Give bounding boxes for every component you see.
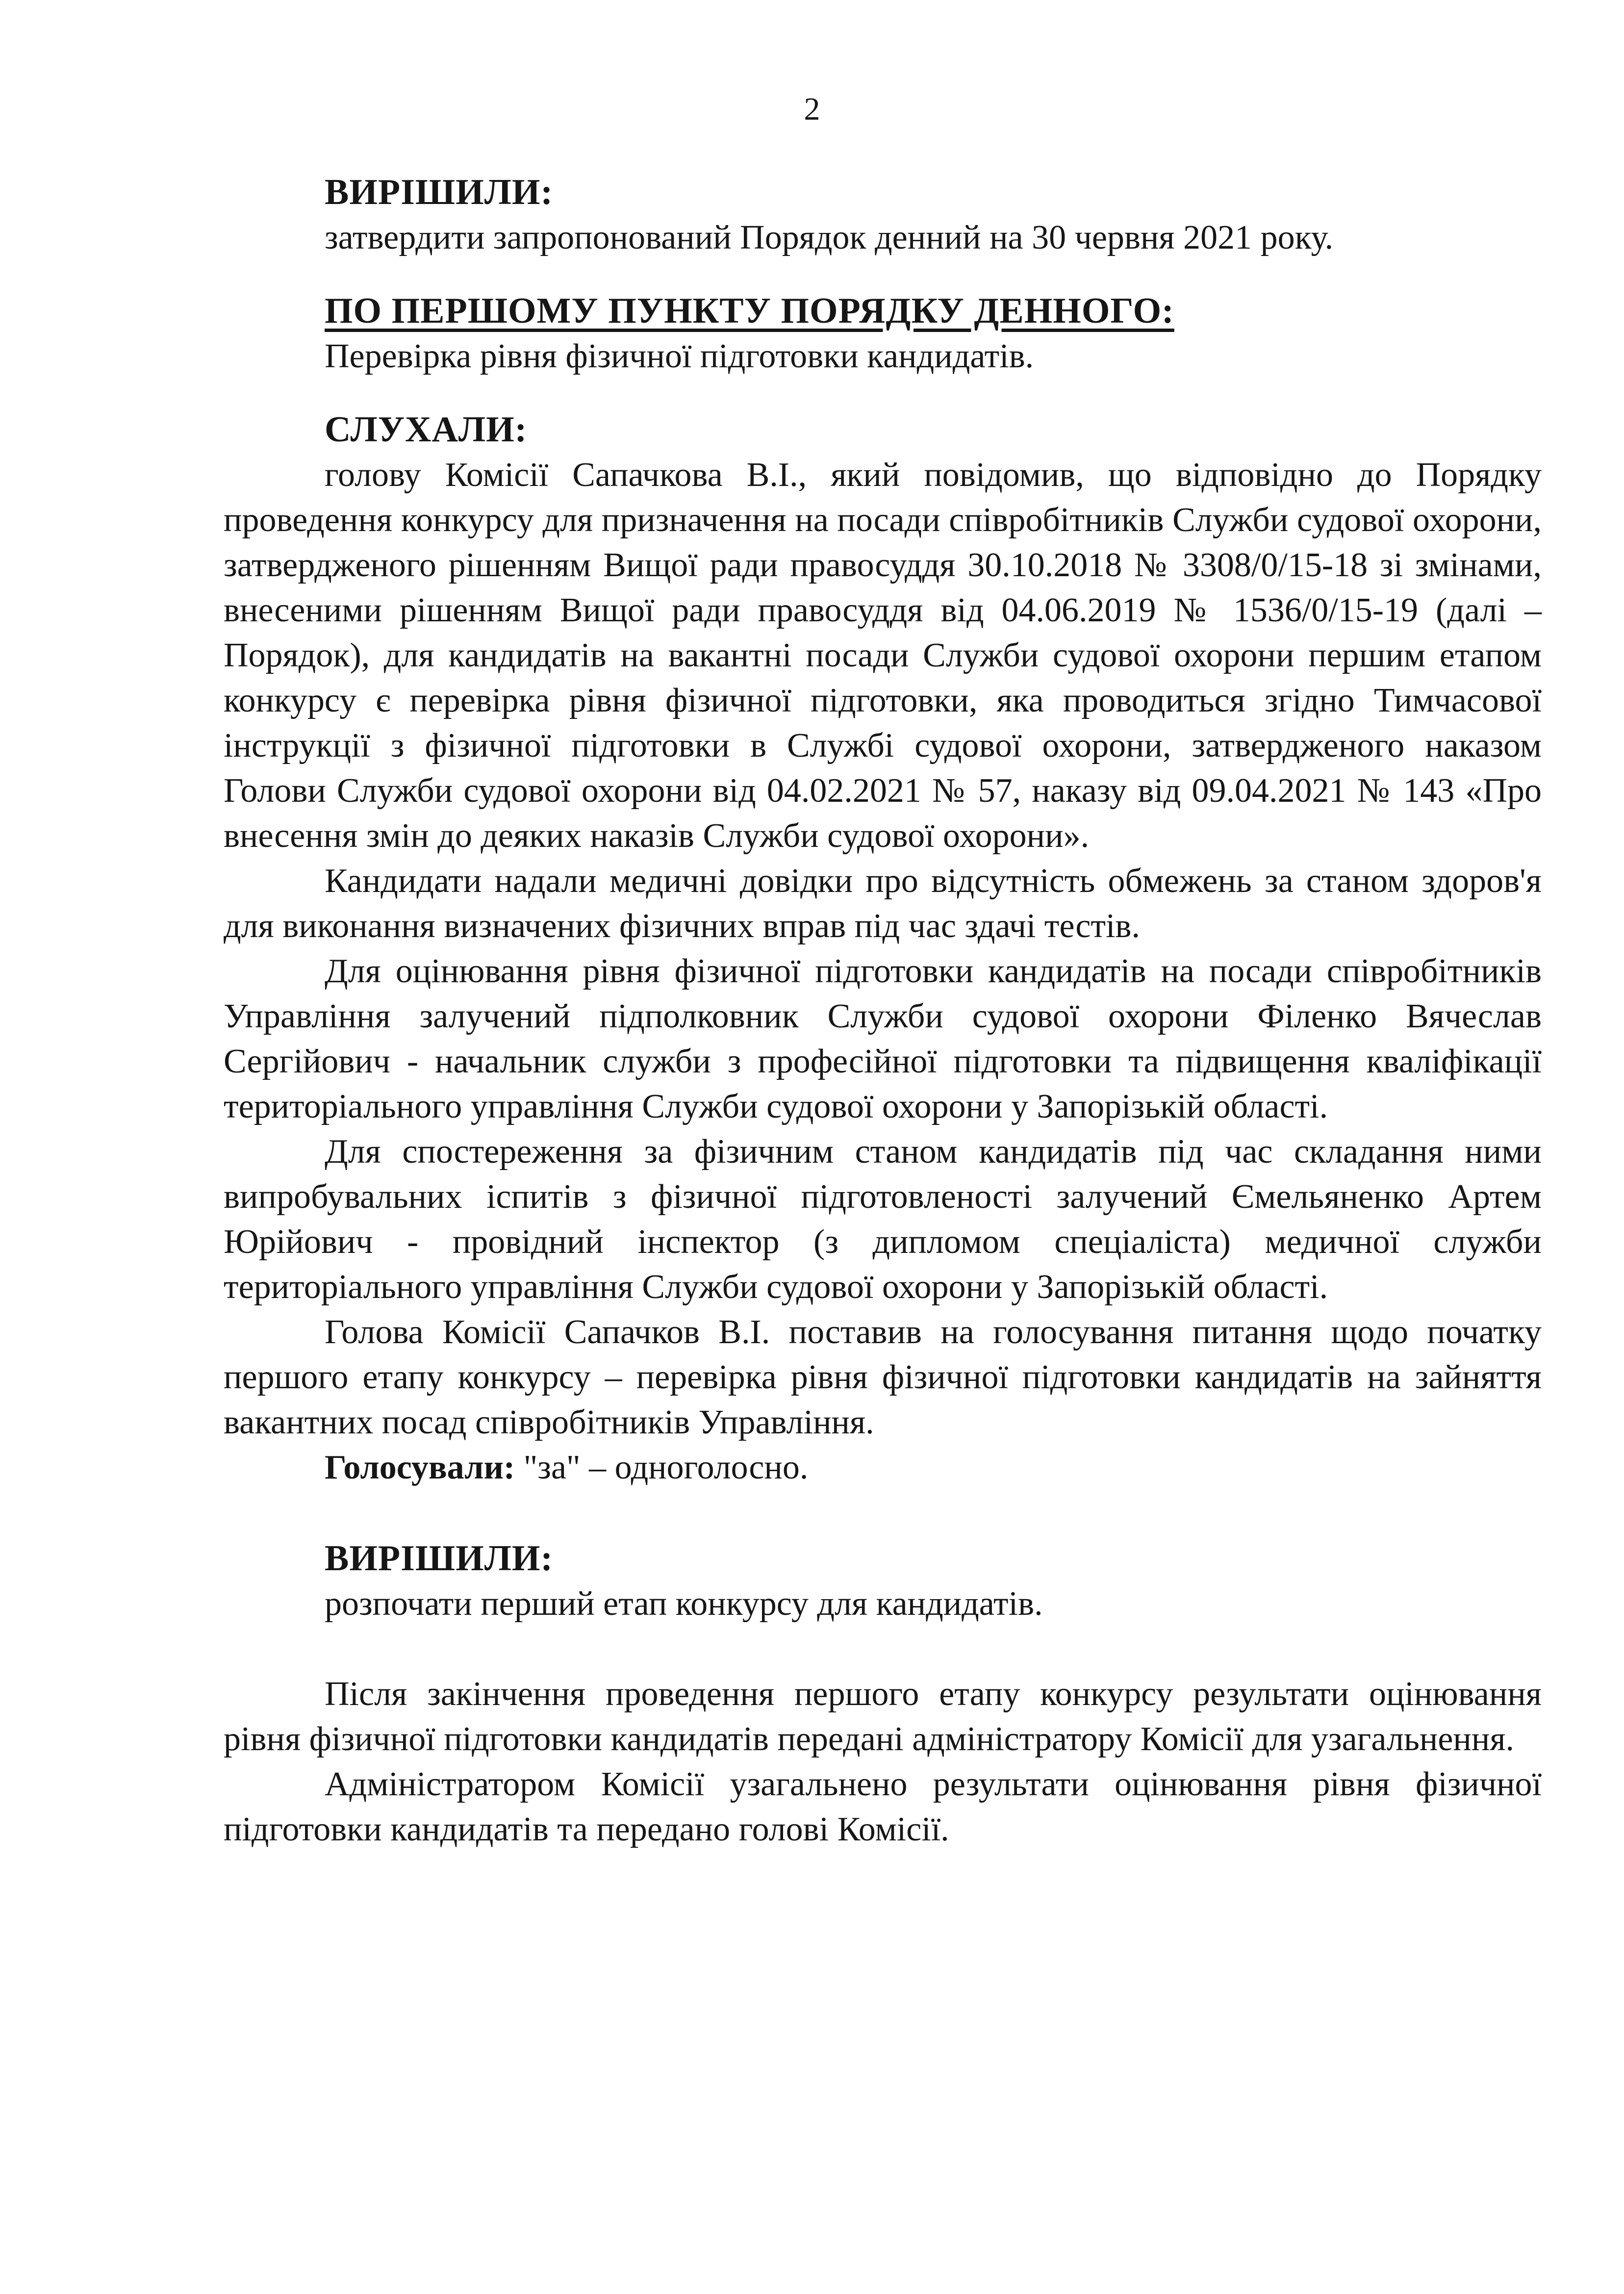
decision-heading-1: ВИРІШИЛИ: xyxy=(325,172,554,212)
vote-label: Голосували: xyxy=(325,1449,515,1486)
closing-paragraph: Після закінчення проведення першого етапу конкурсу результати оцінювання рівня фізичної підготовки кандидатів передані адміністратору Комісії для узагальнення. xyxy=(224,1675,1542,1758)
heard-paragraph: Голова Комісії Сапачков В.І. поставив на голосування питання щодо початку першого етапу конкурсу – перевірка рівня фізичної підготовки кандидатів на зайняття вакантних посад співробітників Управління. xyxy=(224,1313,1542,1441)
decision-text-2: розпочати перший етап конкурсу для кандидатів. xyxy=(325,1585,1043,1623)
heard-paragraph: голову Комісії Сапачкова В.І., який повідомив, що відповідно до Порядку проведення конкурсу для призначення на посади співробітників Служби судової охорони, затвердженого рішенням Вищої ради правосуддя 30.10.2018 № 3308/0/15-18 зі змінами, внесеними рішенням Вищої ради правосуддя від 04.06.2019 № 1536/0/15-19 (далі – Порядок), для кандидатів на вакантні посади Служби судової охорони першим етапом конкурсу є перевірка рівня фізичної підготовки, яка проводиться згідно Тимчасової інструкції з фізичної підготовки в Службі судової охорони, затвердженого наказом Голови Служби судової охорони від 04.02.2021 № 57, наказу від 09.04.2021 № 143 «Про внесення змін до деяких наказів Служби судової охорони». xyxy=(224,456,1542,855)
spacer xyxy=(224,260,1542,288)
heard-heading: СЛУХАЛИ: xyxy=(325,409,528,450)
heard-paragraph: Кандидати надали медичні довідки про відсутність обмежень за станом здоров'я для виконання визначених фізичних вправ під час здачі тестів. xyxy=(224,862,1542,945)
agenda-item-text: Перевірка рівня фізичної підготовки кандидатів. xyxy=(325,337,1034,375)
spacer xyxy=(224,1627,1542,1672)
spacer xyxy=(224,379,1542,407)
page-number: 2 xyxy=(804,91,820,127)
closing-paragraph: Адміністратором Комісії узагальнено результати оцінювання рівня фізичної підготовки кандидатів та передано голові Комісії. xyxy=(224,1765,1542,1848)
agenda-item-heading: ПО ПЕРШОМУ ПУНКТУ ПОРЯДКУ ДЕННОГО: xyxy=(325,291,1174,331)
decision-heading-2: ВИРІШИЛИ: xyxy=(325,1538,554,1579)
document-body xyxy=(224,169,1542,1852)
heard-paragraph: Для оцінювання рівня фізичної підготовки кандидатів на посади співробітників Управління залучений підполковник Служби судової охорони Філенко Вячеслав Сергійович - начальник служби з професійної підготовки та підвищення кваліфікації територіального управління Служби судової охорони у Запорізькій області. xyxy=(224,952,1542,1125)
vote-line xyxy=(325,1445,1542,1490)
heard-paragraph: Для спостереження за фізичним станом кандидатів під час складання ними випробувальних іспитів з фізичної підготовленості залучений Ємельяненко Артем Юрійович - провідний інспектор (з дипломом спеціаліста) медичної служби територіального управління Служби судової охорони у Запорізькій області. xyxy=(224,1133,1542,1306)
vote-result: "за" – одноголосно. xyxy=(515,1449,809,1486)
decision-text-1: затвердити запропонований Порядок денний на 30 червня 2021 року. xyxy=(325,219,1334,256)
spacer xyxy=(224,1490,1542,1535)
